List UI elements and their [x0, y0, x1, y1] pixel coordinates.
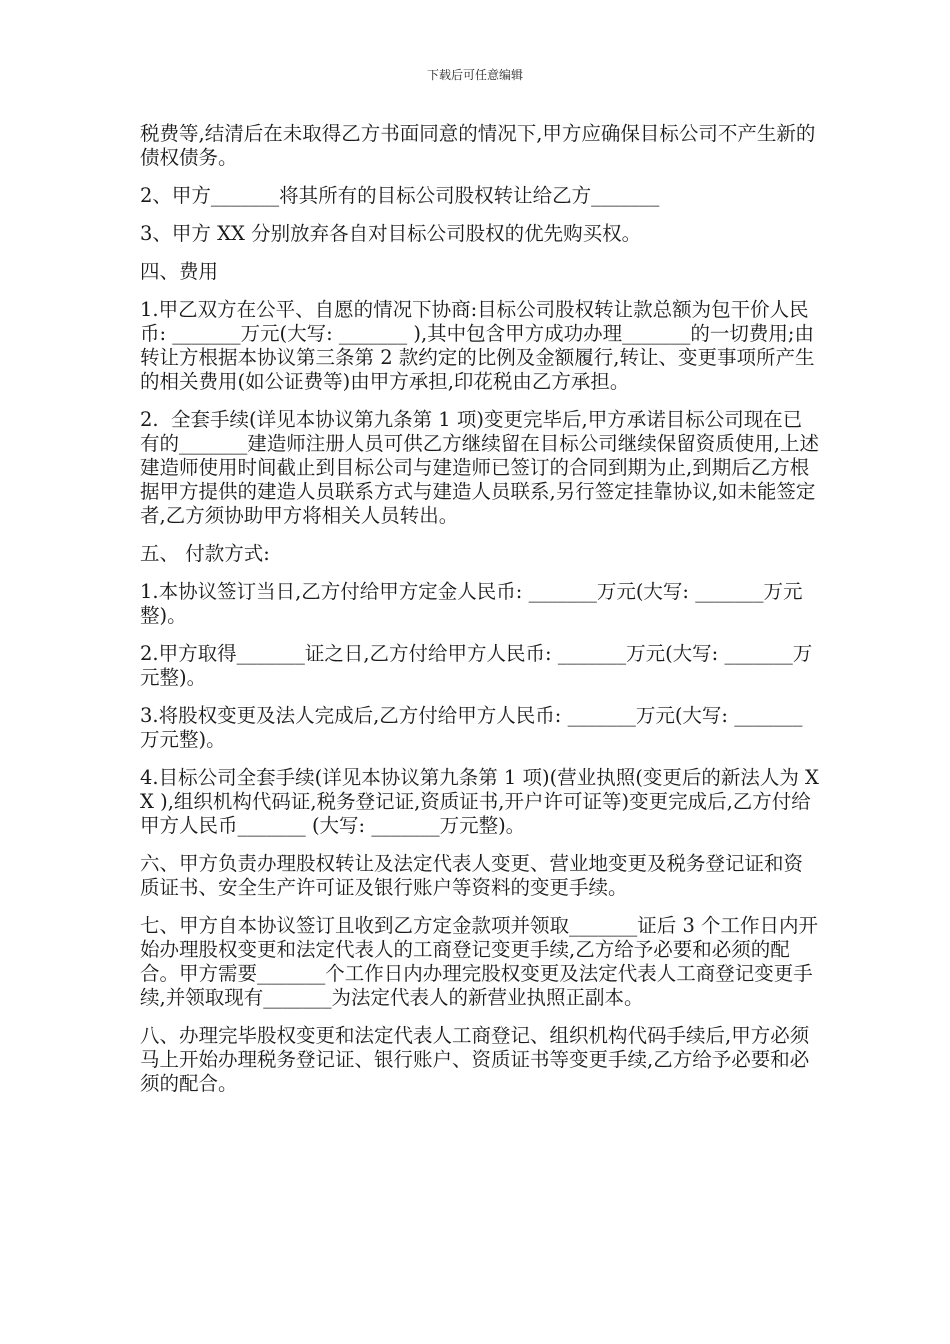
paragraph-payment-3: 3.将股权变更及法人完成后,乙方付给甲方人民币: _______万元(大写: _______万元整)。 — [140, 704, 803, 751]
paragraph-waive-preemption: 3、甲方 XX 分别放弃各自对目标公司股权的优先购买权。 — [140, 222, 642, 245]
section-seven: 七、甲方自本协议签订且收到乙方定金款项并领取_______证后 3 个工作日内开始办理股权变更和法定代表人的工商登记变更手续,乙方给予必要和必须的配合。甲方需要_______个工作日内办理完股权变更及法定代表人工商登记变更手续,并领取现有_______为法定代表人的新营业执照正副本。 — [140, 914, 819, 1009]
document-body — [140, 122, 820, 1110]
page-header: 下载后可任意编辑 — [426, 68, 523, 82]
paragraph-tax-clearance: 税费等,结清后在未取得乙方书面同意的情况下,甲方应确保目标公司不产生新的债权债务。 — [140, 122, 816, 169]
section-six: 六、甲方负责办理股权转让及法定代表人变更、营业地变更及税务登记证和资质证书、安全生产许可证及银行账户等资料的变更手续。 — [140, 852, 804, 899]
paragraph-payment-1: 1.本协议签订当日,乙方付给甲方定金人民币: _______万元(大写: _______万元整)。 — [140, 580, 803, 627]
section-heading-payment: 五、 付款方式: — [140, 542, 270, 565]
paragraph-fees-1: 1.甲乙双方在公平、自愿的情况下协商:目标公司股权转让款总额为包干价人民币: _______万元(大写: _______ ),其中包含甲方成功办理_______的一切费用;由转让方根据本协议第三条第 2 款约定的比例及金额履行,转让、变更事项所产生的相关费用(如公证费等)由甲方承担,印花税由乙方承担。 — [140, 298, 815, 393]
paragraph-payment-4: 4.目标公司全套手续(详见本协议第九条第 1 项)(营业执照(变更后的新法人为 XX ),组织机构代码证,税务登记证,资质证书,开户许可证等)变更完成后,乙方付给甲方人民币_______ (大写: _______万元整)。 — [140, 766, 819, 837]
paragraph-payment-2: 2.甲方取得_______证之日,乙方付给甲方人民币: _______万元(大写: _______万元整)。 — [140, 642, 813, 689]
section-heading-fees: 四、费用 — [140, 260, 219, 283]
section-eight: 八、办理完毕股权变更和法定代表人工商登记、组织机构代码手续后,甲方必须马上开始办理税务登记证、银行账户、资质证书等变更手续,乙方给予必要和必须的配合。 — [140, 1024, 810, 1095]
paragraph-equity-transfer: 2、甲方_______将其所有的目标公司股权转让给乙方_______ — [140, 184, 660, 207]
paragraph-fees-2: 2. 全套手续(详见本协议第九条第 1 项)变更完毕后,甲方承诺目标公司现在已有的_______建造师注册人员可供乙方继续留在目标公司继续保留资质使用,上述建造师使用时间截止到目标公司与建造师已签订的合同到期为止,到期后乙方根据甲方提供的建造人员联系方式与建造人员联系,另行签定挂靠协议,如未能签定者,乙方须协助甲方将相关人员转出。 — [140, 408, 819, 527]
